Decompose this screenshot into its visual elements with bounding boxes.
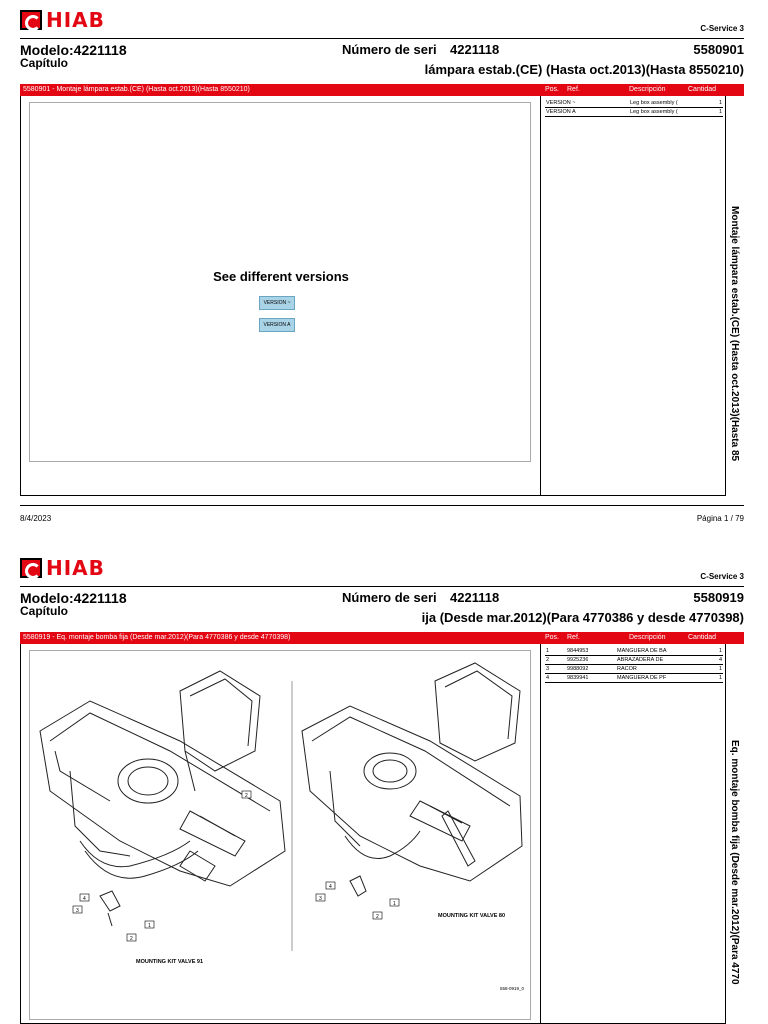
parts-table xyxy=(540,644,726,1024)
page-number: Página 1 / 79 xyxy=(696,514,744,523)
brand-name: HIAB xyxy=(46,556,105,580)
versions-title: See different versions xyxy=(213,269,349,284)
serial-value: 4221118 xyxy=(450,590,500,605)
drawing-frame xyxy=(20,96,540,496)
col-header-desc: Descripción xyxy=(629,86,666,93)
col-header-pos: Pos. xyxy=(545,86,560,93)
version-button-1[interactable]: VERSION ~ xyxy=(259,296,295,310)
svg-text:1: 1 xyxy=(148,923,151,929)
table-row[interactable]: 1 9844953 MANGUERA DE BA 1 xyxy=(546,648,722,654)
section-title-bar xyxy=(20,84,744,96)
svg-text:4: 4 xyxy=(329,884,332,890)
col-header-pos: Pos. xyxy=(545,634,560,641)
version-button-2[interactable]: VERSION A xyxy=(259,318,295,332)
svg-text:2: 2 xyxy=(376,914,379,920)
part-number: 5580919 xyxy=(693,590,744,605)
vertical-title: Eq. montaje bomba fija (Desde mar.2012)(Para 4770 xyxy=(729,740,740,985)
callout-label: 2 xyxy=(245,793,248,799)
mounting-kit-drawing xyxy=(30,651,532,1021)
header-divider xyxy=(20,38,744,39)
table-row[interactable]: VERSION A Leg box assembly ( 1 xyxy=(546,109,722,115)
parts-table xyxy=(540,96,726,496)
brand-name: HIAB xyxy=(46,8,105,32)
drawing-frame xyxy=(20,644,540,1024)
parts-drawing xyxy=(29,650,531,1020)
document-page-2 xyxy=(0,548,768,1024)
svg-text:3: 3 xyxy=(76,908,79,914)
footer-divider xyxy=(20,505,744,506)
mounting-kit-right-label: MOUNTING KIT VALVE 80 xyxy=(438,913,506,919)
service-label: C-Service 3 xyxy=(700,24,744,33)
vertical-title: Montaje lámpara estab.(CE) (Hasta oct.2013)(Hasta 85 xyxy=(729,206,740,462)
serial-value: 4221118 xyxy=(450,42,500,57)
svg-text:2: 2 xyxy=(130,936,133,942)
serial-label: Número de seri xyxy=(342,42,437,57)
page-subtitle: lámpara estab.(CE) (Hasta oct.2013)(Hasta 8550210) xyxy=(424,62,744,77)
section-title: 5580901 - Montaje lámpara estab.(CE) (Hasta oct.2013)(Hasta 8550210) xyxy=(23,86,250,93)
svg-text:1: 1 xyxy=(393,901,396,907)
versions-panel xyxy=(29,102,531,462)
print-date: 8/4/2023 xyxy=(20,514,52,523)
col-header-qty: Cantidad xyxy=(688,634,717,641)
col-header-ref: Ref. xyxy=(567,634,580,641)
hiab-logo xyxy=(20,10,105,30)
svg-text:4: 4 xyxy=(83,896,86,902)
col-header-ref: Ref. xyxy=(567,86,580,93)
model-label: Modelo:4221118 xyxy=(20,42,127,58)
table-row[interactable]: 3 9988092 RACOR 1 xyxy=(546,666,722,672)
hiab-logo-icon xyxy=(20,10,42,30)
serial-label: Número de seri xyxy=(342,590,437,605)
chapter-label: Capítulo xyxy=(20,604,68,618)
col-header-qty: Cantidad xyxy=(688,86,717,93)
section-title: 5580919 - Eq. montaje bomba fija (Desde mar.2012)(Para 4770386 y desde 4770398) xyxy=(23,634,291,641)
table-row[interactable]: 2 9925236 ABRAZADERA DE 4 xyxy=(546,657,722,663)
page-subtitle: ija (Desde mar.2012)(Para 4770386 y desde 4770398) xyxy=(421,610,744,625)
service-label: C-Service 3 xyxy=(700,572,744,581)
hiab-logo-icon xyxy=(20,558,42,578)
model-label: Modelo:4221118 xyxy=(20,590,127,606)
table-row[interactable]: 4 9839941 MANGUERA DE PF 1 xyxy=(546,675,722,681)
section-title-bar xyxy=(20,632,744,644)
svg-text:3: 3 xyxy=(319,896,322,902)
mounting-kit-left-label: MOUNTING KIT VALVE 91 xyxy=(136,959,204,965)
hiab-logo xyxy=(20,558,105,578)
header-divider xyxy=(20,586,744,587)
part-number: 5580901 xyxy=(693,42,744,57)
col-header-desc: Descripción xyxy=(629,634,666,641)
chapter-label: Capítulo xyxy=(20,56,68,70)
table-row[interactable]: VERSION ~ Leg box assembly ( 1 xyxy=(546,100,722,106)
drawing-code: 558-0919_0 xyxy=(500,986,525,991)
